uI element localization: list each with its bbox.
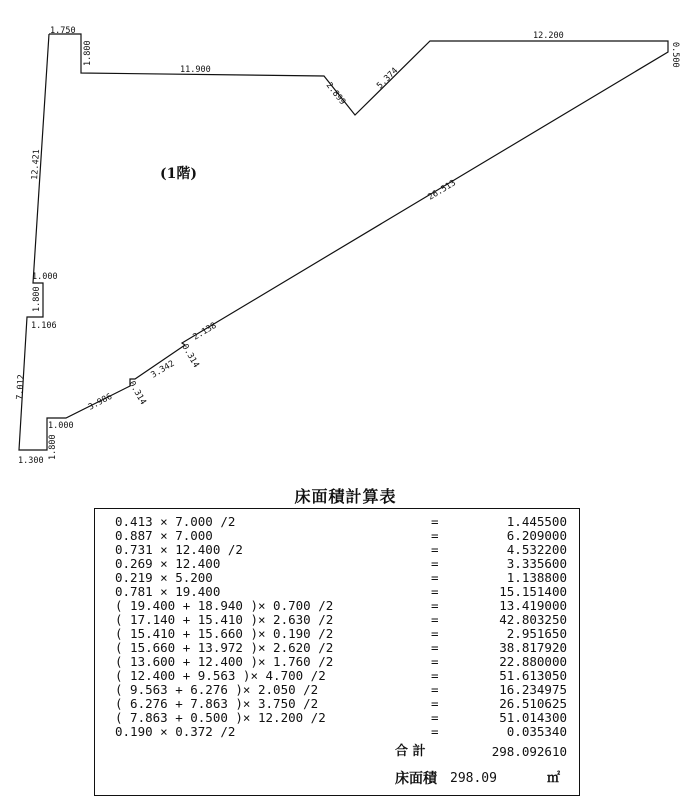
calc-result: 1.445500 [506,514,567,529]
floor-area-label: 床面積 [395,771,437,787]
calc-expression: 0.219 × 5.200 [115,570,213,585]
dim-label: 5.374 [375,65,401,92]
equals-sign: = [431,612,439,627]
area-calculation-table [94,508,580,796]
equals-sign: = [431,668,439,683]
equals-sign: = [431,626,439,641]
calc-expression: ( 6.276 + 7.863 )× 3.750 /2 [115,696,319,711]
dim-label: 1.800 [48,434,58,460]
calc-expression: 0.781 × 19.400 [115,584,221,599]
equals-sign: = [431,682,439,697]
equals-sign: = [431,528,439,543]
calc-result: 2.951650 [506,626,567,641]
equals-sign: = [431,640,439,655]
calc-result: 13.419000 [499,598,567,613]
total-value: 298.092610 [491,744,567,759]
dim-label: 12.200 [533,31,564,41]
dim-label: 3.342 [149,358,177,381]
calc-result: 22.880000 [499,654,567,669]
floor-area-value: 298.09 [450,771,497,786]
dim-label: 26.513 [426,178,458,203]
calc-expression: 0.190 × 0.372 /2 [115,724,236,739]
dim-label: 1.000 [48,421,74,431]
calc-expression: 0.887 × 7.000 [115,528,213,543]
calc-result: 3.335600 [506,556,567,571]
calc-expression: 0.269 × 12.400 [115,556,221,571]
calc-expression: 0.731 × 12.400 /2 [115,542,243,557]
calc-expression: ( 12.400 + 9.563 )× 4.700 /2 [115,668,326,683]
dim-label: 1.300 [18,456,44,466]
calc-result: 51.613050 [499,668,567,683]
calc-result: 42.803250 [499,612,567,627]
dim-label: 3.986 [86,391,115,413]
equals-sign: = [431,598,439,613]
equals-sign: = [431,696,439,711]
calc-expression: 0.413 × 7.000 /2 [115,514,236,529]
dim-label: 11.900 [180,65,211,75]
calc-result: 51.014300 [499,710,567,725]
calc-result: 4.532200 [506,542,567,557]
equals-sign: = [431,514,439,529]
equals-sign: = [431,710,439,725]
calc-result: 0.035340 [506,724,567,739]
equals-sign: = [431,542,439,557]
equals-sign: = [431,654,439,669]
dim-label: 2.138 [191,320,219,343]
floor-label: (1階) [160,166,197,182]
equals-sign: = [431,724,439,739]
calc-expression: ( 7.863 + 0.500 )× 12.200 /2 [115,710,326,725]
table-title: 床面積計算表 [294,487,397,506]
equals-sign: = [431,584,439,599]
dim-label: 0.500 [670,42,680,68]
square-meter-unit: ㎡ [547,771,561,786]
calc-expression: ( 15.410 + 15.660 )× 0.190 /2 [115,626,334,641]
calc-expression: ( 17.140 + 15.410 )× 2.630 /2 [115,612,334,627]
dim-label: 0.314 [126,379,148,407]
calc-result: 1.138800 [506,570,567,585]
calc-result: 26.510625 [499,696,567,711]
equals-sign: = [431,570,439,585]
calc-expression: ( 9.563 + 6.276 )× 2.050 /2 [115,682,319,697]
dim-label: 1.750 [50,26,76,36]
dim-label: 7.012 [15,373,27,401]
dim-label: 1.000 [32,272,58,282]
calc-result: 15.151400 [499,584,567,599]
calc-expression: ( 13.600 + 12.400 )× 1.760 /2 [115,654,334,669]
dim-label: 1.800 [83,40,93,66]
calc-result: 16.234975 [499,682,567,697]
calc-expression: ( 15.660 + 13.972 )× 2.620 /2 [115,640,334,655]
dim-label: 1.106 [31,321,57,331]
calc-expression: ( 19.400 + 18.940 )× 0.700 /2 [115,598,334,613]
total-label: 合 計 [395,744,426,759]
dim-label: 2.899 [323,80,348,108]
equals-sign: = [431,556,439,571]
calc-result: 38.817920 [499,640,567,655]
calc-result: 6.209000 [506,528,567,543]
dim-label: 12.421 [30,148,43,181]
dim-label: 0.314 [179,342,201,370]
dim-label: 1.800 [32,286,42,312]
